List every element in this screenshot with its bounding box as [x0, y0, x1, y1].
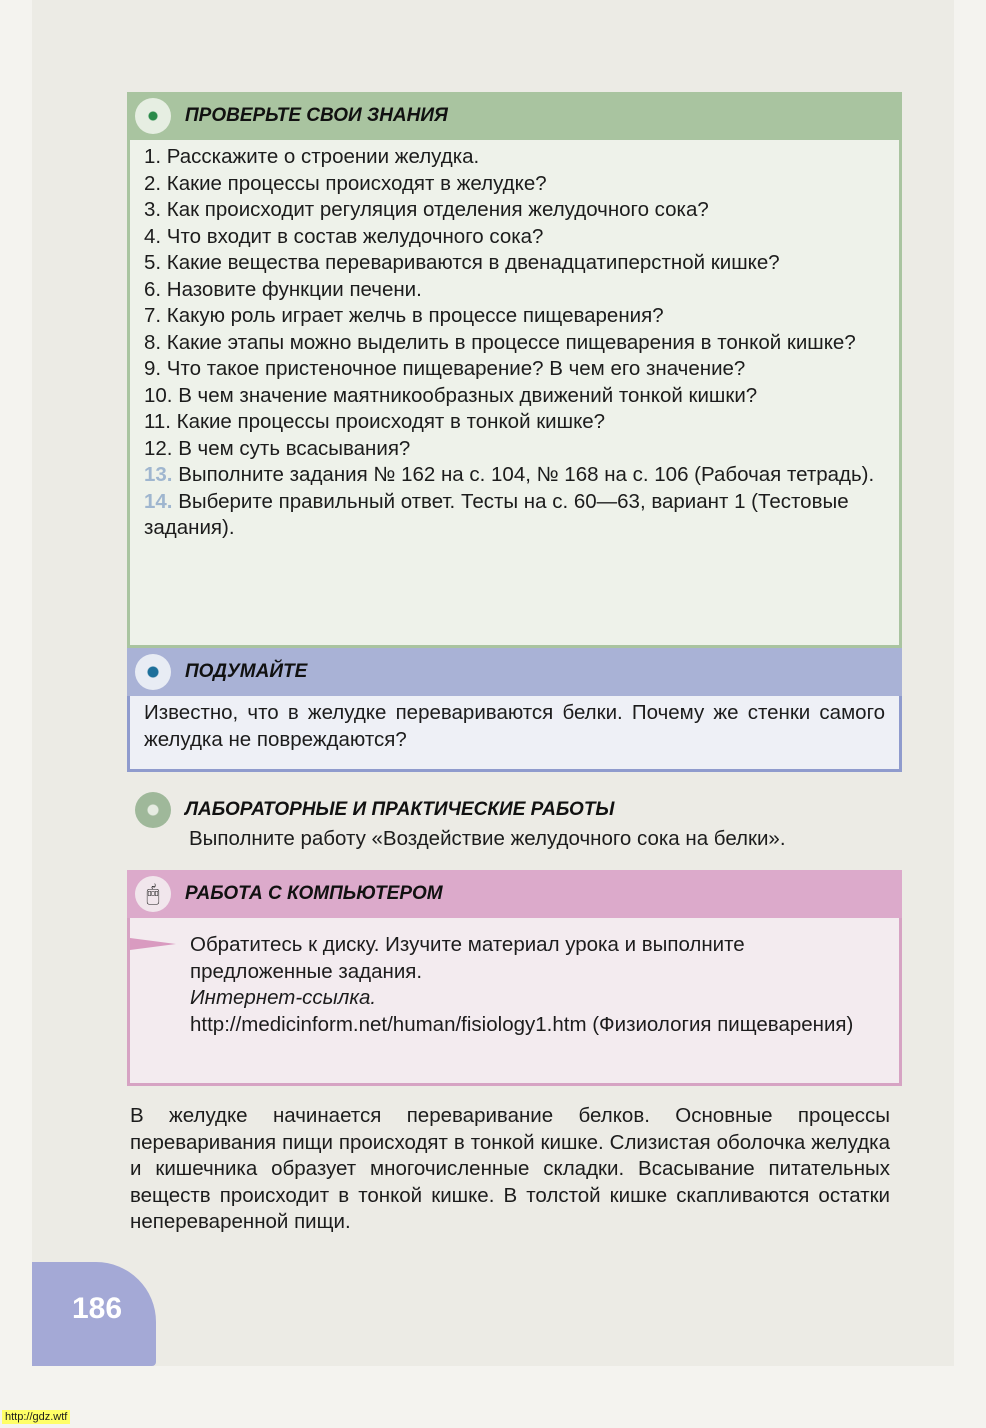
question: 7. Какую роль играет желчь в процессе пищеварения?: [144, 304, 664, 327]
task-13: 13. Выполните задания № 162 на с. 104, № 168 на с. 106 (Рабочая тетрадь).: [144, 463, 875, 486]
question: 8. Какие этапы можно выделить в процессе пищеварения в тонкой кишке?: [144, 330, 856, 354]
page-number-badge: 186: [32, 1262, 156, 1366]
question: 1. Расскажите о строении желудка.: [144, 145, 480, 168]
lab-section: [127, 795, 902, 851]
task-14: 14. Выберите правильный ответ. Тесты на с. 60—63, вариант 1 (Тестовые задания).: [144, 489, 849, 539]
star-icon: [135, 654, 171, 690]
think-box: [127, 648, 902, 772]
flower-icon: [135, 98, 171, 134]
check-knowledge-header: [127, 92, 902, 140]
question: 10. В чем значение маятникообразных движений тонкой кишки?: [144, 383, 758, 407]
question: 11. Какие процессы происходят в тонкой кишке?: [144, 410, 606, 433]
watermark: http://gdz.wtf: [2, 1410, 70, 1424]
lab-disc-icon: [135, 792, 171, 828]
question: 9. Что такое пристеночное пищеварение? В чем его значение?: [144, 357, 746, 380]
lab-text: Выполните работу «Воздействие желудочного сока на белки».: [189, 827, 786, 850]
question: 3. Как происходит регуляция отделения желудочного сока?: [144, 198, 709, 221]
question: 2. Какие процессы происходят в желудке?: [144, 171, 547, 195]
section-title: ПРОВЕРЬТЕ СВОИ ЗНАНИЯ: [185, 105, 448, 126]
question: 4. Что входит в состав желудочного сока?: [144, 224, 544, 248]
question: 12. В чем суть всасывания?: [144, 436, 411, 460]
section-title: ЛАБОРАТОРНЫЕ И ПРАКТИЧЕСКИЕ РАБОТЫ: [185, 799, 615, 820]
question: 6. Назовите функции печени.: [144, 277, 422, 301]
computer-text: Обратитесь к диску. Изучите материал урока и выполните предложенные задания. Интернет-ссылка. http://medicinform.net/human/fisiology1.htm (Физиология пищеварения): [127, 918, 902, 1086]
summary-text: В желудке начинается переваривание белков. Основные процессы переваривания пищи происходят в тонкой кишке. Слизистая оболочка желудка и кишечника образует многочисленные складки. Всасывание питательных веществ происходит в тонкой кишке. В толстой кишке скапливаются остатки непереваренной пищи.: [130, 1104, 890, 1233]
section-title: РАБОТА С КОМПЬЮТЕРОМ: [185, 883, 443, 904]
internet-link[interactable]: http://medicinform.net/human/fisiology1.htm (Физиология пищеварения): [190, 1012, 854, 1036]
question: 5. Какие вещества перевариваются в двенадцатиперстной кишке?: [144, 251, 780, 274]
check-knowledge-box: [127, 92, 902, 648]
think-text: Известно, что в желудке перевариваются белки. Почему же стенки самого желудка не повреждаются?: [127, 696, 902, 772]
questions-list: [127, 140, 902, 648]
section-title: ПОДУМАЙТЕ: [185, 661, 308, 682]
mouse-icon: 🖱: [135, 876, 171, 912]
computer-box: [127, 870, 902, 1086]
arrow-marker: [130, 938, 176, 950]
